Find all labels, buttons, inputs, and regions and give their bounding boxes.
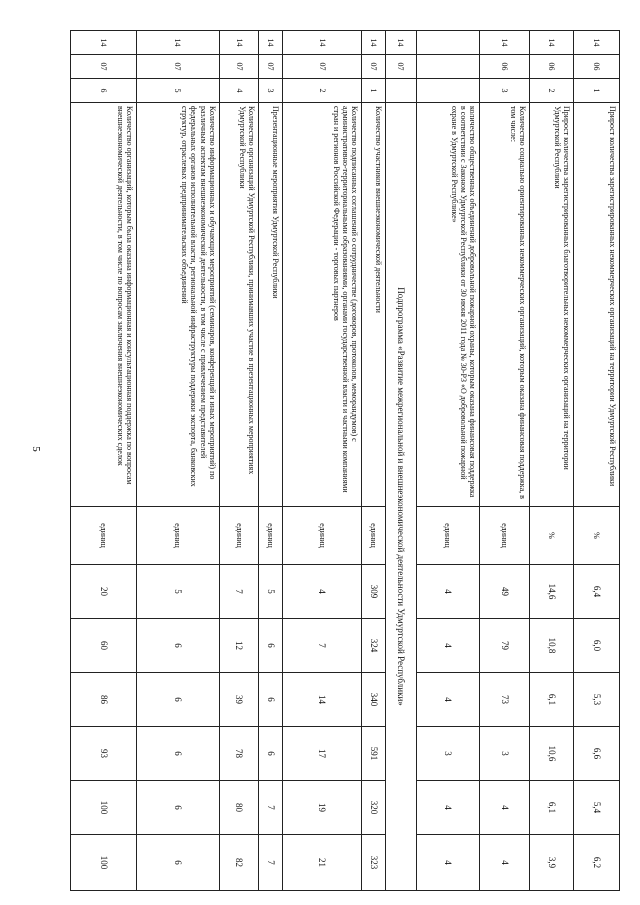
unit-cell: единиц (416, 507, 479, 565)
table-row (416, 31, 479, 891)
value-cell: 6 (259, 727, 283, 781)
pp-code-cell: 07 (136, 55, 219, 79)
number-cell: 1 (361, 79, 385, 103)
value-cell: 82 (219, 835, 258, 891)
indicator-name-cell: Количество организаций, которым была оказана информационная и консультационная поддержка по вопросам внешнеэкономической деятельности, в том числе по вопросам заключения внешнеэкономических сделок (71, 103, 137, 507)
unit-cell: единиц (480, 507, 530, 565)
indicator-name-cell: Презентационные мероприятия Удмуртской Республики (259, 103, 283, 507)
value-cell: 309 (361, 565, 385, 619)
value-cell: 14,6 (530, 565, 574, 619)
value-cell: 5,3 (574, 673, 620, 727)
value-cell: 6 (259, 619, 283, 673)
number-cell: 5 (136, 79, 219, 103)
value-cell: 5,4 (574, 781, 620, 835)
gp-code-cell: 14 (480, 31, 530, 55)
subprogram-row (386, 31, 417, 891)
value-cell: 17 (283, 727, 362, 781)
pp-code-cell: 07 (71, 55, 137, 79)
value-cell: 5 (136, 565, 219, 619)
number-cell: 4 (219, 79, 258, 103)
table-row (480, 31, 530, 891)
page-number: 5 (30, 446, 42, 452)
value-cell: 591 (361, 727, 385, 781)
pp-code-cell: 07 (259, 55, 283, 79)
value-cell: 4 (416, 619, 479, 673)
number-cell: 2 (530, 79, 574, 103)
value-cell: 60 (71, 619, 137, 673)
table-row (259, 31, 283, 891)
number-cell: 2 (283, 79, 362, 103)
value-cell: 6,1 (530, 781, 574, 835)
table-row (574, 31, 620, 891)
value-cell: 49 (480, 565, 530, 619)
table-row (136, 31, 219, 891)
indicator-name-cell: Количество подписанных соглашений о сотрудничестве (договоров, протоколов, меморандумов) с административно-территориальными образованиями, органами государственной власти и частными компаниями стран и регионов Российской Федерации - торговых партнеров (283, 103, 362, 507)
value-cell: 39 (219, 673, 258, 727)
indicator-table-frame (70, 30, 620, 890)
indicator-name-cell: количество общественных объединений добровольной пожарной охраны, которым оказана финансовая поддержка в соответствии с Законом Удмуртской Республики от 30 июня 2011 года № 30-РЗ «О добровольной пожарной охране в Удмуртской Республике» (416, 103, 479, 507)
subprogram-title: Подпрограмма «Развитие межрегиональной и внешнеэкономической деятельности Удмуртской Республики» (386, 103, 417, 891)
value-cell: 12 (219, 619, 258, 673)
value-cell: 14 (283, 673, 362, 727)
value-cell: 86 (71, 673, 137, 727)
number-cell: 6 (71, 79, 137, 103)
value-cell: 6,4 (574, 565, 620, 619)
value-cell: 3 (480, 727, 530, 781)
pp-code-cell: 06 (574, 55, 620, 79)
value-cell: 100 (71, 835, 137, 891)
indicator-name-cell: Прирост количества зарегистрированных некоммерческих организаций на территории Удмуртской Республики (574, 103, 620, 507)
indicator-name-cell: Количество участников внешнеэкономической деятельности (361, 103, 385, 507)
value-cell: 324 (361, 619, 385, 673)
unit-cell: единиц (361, 507, 385, 565)
number-cell (386, 79, 417, 103)
value-cell: 320 (361, 781, 385, 835)
value-cell: 6 (259, 673, 283, 727)
value-cell: 6 (136, 835, 219, 891)
pp-code-cell: 06 (530, 55, 574, 79)
value-cell: 340 (361, 673, 385, 727)
value-cell: 7 (283, 619, 362, 673)
value-cell: 6 (136, 781, 219, 835)
value-cell: 6 (136, 619, 219, 673)
unit-cell: единиц (283, 507, 362, 565)
gp-code-cell: 14 (386, 31, 417, 55)
value-cell: 79 (480, 619, 530, 673)
value-cell: 3 (416, 727, 479, 781)
pp-code-cell: 06 (480, 55, 530, 79)
value-cell: 7 (259, 781, 283, 835)
indicator-name-cell: Прирост количества зарегистрированных благотворительных некоммерческих организаций на территории Удмуртской Республики (530, 103, 574, 507)
gp-code-cell: 14 (283, 31, 362, 55)
value-cell: 4 (416, 835, 479, 891)
table-row (361, 31, 385, 891)
indicator-table (70, 30, 620, 891)
value-cell: 7 (259, 835, 283, 891)
number-cell: 3 (259, 79, 283, 103)
value-cell: 4 (416, 673, 479, 727)
value-cell: 19 (283, 781, 362, 835)
value-cell: 6,1 (530, 673, 574, 727)
number-cell: 3 (480, 79, 530, 103)
table-row (283, 31, 362, 891)
table-row (530, 31, 574, 891)
value-cell: 3,9 (530, 835, 574, 891)
pp-code-cell: 07 (361, 55, 385, 79)
value-cell: 4 (480, 781, 530, 835)
pp-code-cell: 07 (219, 55, 258, 79)
unit-cell: % (574, 507, 620, 565)
gp-code-cell: 14 (219, 31, 258, 55)
value-cell: 4 (416, 781, 479, 835)
number-cell: 1 (574, 79, 620, 103)
gp-code-cell: 14 (530, 31, 574, 55)
indicator-name-cell: Количество организаций Удмуртской Республики, принимавших участие в презентационных мероприятиях Удмуртской Республики (219, 103, 258, 507)
pp-code-cell: 07 (386, 55, 417, 79)
table-row (219, 31, 258, 891)
indicator-name-cell: Количество социально ориентированных некоммерческих организаций, которым оказана финансовая поддержка, в том числе: (480, 103, 530, 507)
value-cell: 4 (283, 565, 362, 619)
value-cell: 4 (416, 565, 479, 619)
value-cell: 6,2 (574, 835, 620, 891)
indicator-name-cell: Количество информационных и обучающих мероприятий (семинаров, конференций и иных мероприятий) по различным аспектам внешнеэкономической деятельности, в том числе с привлечением представителей федеральных органов исполнительной власти, региональной инфраструктуры поддержки экспорта, банковских структур, отраслевых предпринимательских объединений (136, 103, 219, 507)
value-cell: 7 (219, 565, 258, 619)
value-cell: 100 (71, 781, 137, 835)
value-cell: 10,6 (530, 727, 574, 781)
unit-cell: единиц (71, 507, 137, 565)
pp-code-cell: 07 (283, 55, 362, 79)
value-cell: 21 (283, 835, 362, 891)
unit-cell: единиц (259, 507, 283, 565)
value-cell: 93 (71, 727, 137, 781)
unit-cell: единиц (219, 507, 258, 565)
value-cell: 6 (136, 727, 219, 781)
value-cell: 20 (71, 565, 137, 619)
gp-code-cell (416, 31, 479, 55)
gp-code-cell: 14 (136, 31, 219, 55)
value-cell: 78 (219, 727, 258, 781)
indicator-table-body (71, 31, 620, 891)
pp-code-cell (416, 55, 479, 79)
value-cell: 5 (259, 565, 283, 619)
gp-code-cell: 14 (71, 31, 137, 55)
value-cell: 4 (480, 835, 530, 891)
gp-code-cell: 14 (574, 31, 620, 55)
value-cell: 73 (480, 673, 530, 727)
value-cell: 323 (361, 835, 385, 891)
gp-code-cell: 14 (361, 31, 385, 55)
value-cell: 6,0 (574, 619, 620, 673)
value-cell: 80 (219, 781, 258, 835)
gp-code-cell: 14 (259, 31, 283, 55)
value-cell: 10,8 (530, 619, 574, 673)
value-cell: 6 (136, 673, 219, 727)
unit-cell: % (530, 507, 574, 565)
table-row (71, 31, 137, 891)
unit-cell: единиц (136, 507, 219, 565)
value-cell: 6,6 (574, 727, 620, 781)
number-cell (416, 79, 479, 103)
